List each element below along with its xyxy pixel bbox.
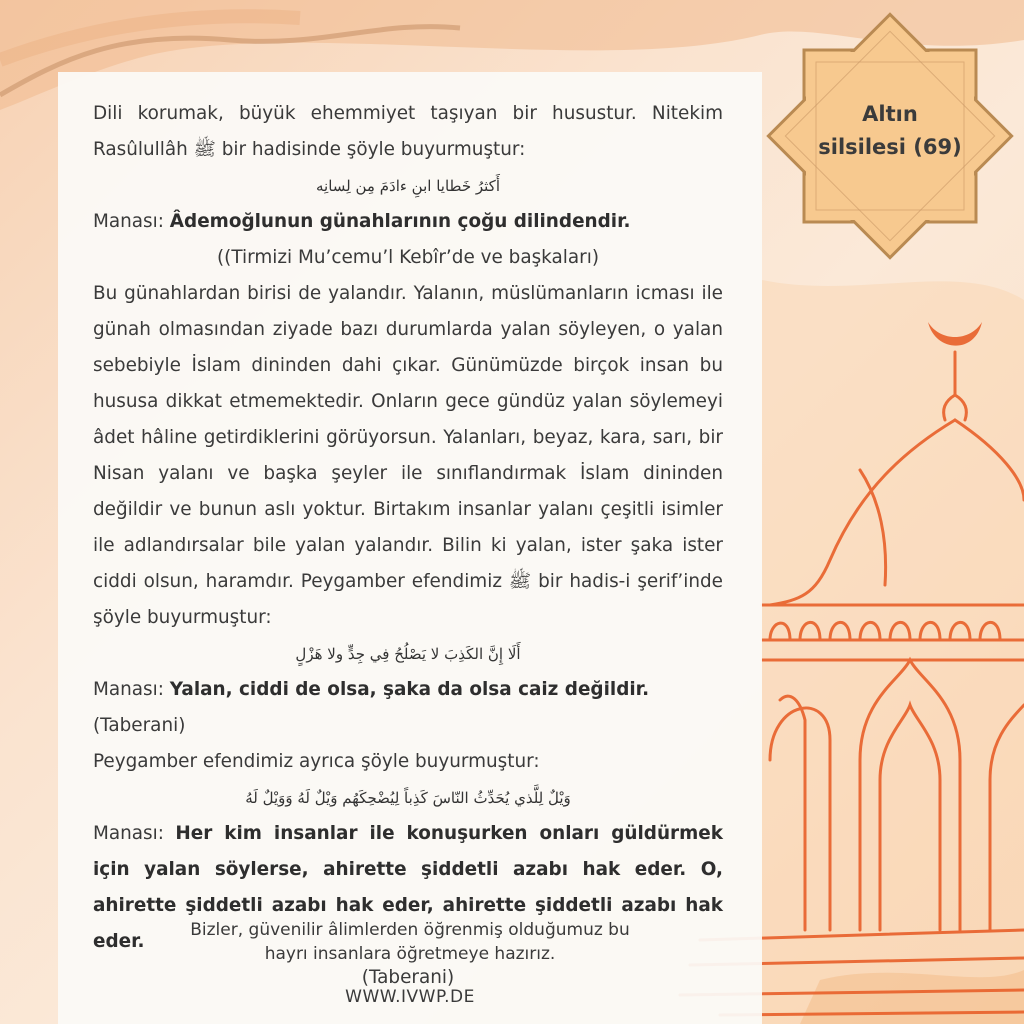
arabic-hadith-3: وَيْلٌ لِلَّذي يُحَدِّثُ النّاسَ كَذِباً لِيُضْحِكَهُم وَيْلٌ لَهُ وَوَيْلٌ لَهُ [245,789,571,807]
meaning-text: Yalan, ciddi de olsa, şaka da olsa caiz değildir. [169,679,650,700]
footer-note-line1: Bizler, güvenilir âlimlerden öğrenmiş olduğumuz bu [190,920,630,940]
meaning-label: Manası: [93,679,170,700]
series-title-line1: Altın [862,102,918,126]
meaning-text: Her kim insanlar ile konuşurken onları güldürmek için yalan söylerse, ahirette şiddetli azabı hak eder. O, ahirette şiddetli azabı hak eder, ahirette şiddetli azabı hak eder. [93,823,723,952]
meaning-1 [93,204,723,240]
footer-note [58,918,762,966]
source-3: (Taberani) [361,967,455,988]
meaning-text: Âdemoğlunun günahlarının çoğu dilindendir. [169,211,631,232]
source-1: ((Tirmizi Mu’cemu’l Kebîr’de ve başkaları) [216,247,600,268]
paragraph-intro: Dili korumak, büyük ehemmiyet taşıyan bir husustur. Nitekim Rasûlullâh ﷺ bir hadisinde şöyle buyurmuştur: [93,103,723,160]
meaning-label: Manası: [93,823,176,844]
arabic-hadith-1: أَكثرُ خَطايا ابنِ ءادَمَ مِن لِسانِه [316,177,500,195]
series-title [766,98,1014,164]
footer-note-line2: hayrı insanlara öğretmeye hazırız. [264,944,556,964]
website-link[interactable]: WWW.IVWP.DE [345,987,475,1007]
paragraph-transition: Peygamber efendimiz ayrıca şöyle buyurmuştur: [93,751,540,772]
series-title-line2: silsilesi (69) [818,135,962,159]
article-body [93,96,723,996]
meaning-label: Manası: [93,211,170,232]
paragraph-main: Bu günahlardan birisi de yalandır. Yalanın, müslümanların icması ile günah olmasından ziyade bazı durumlarda yalan söyleyen, o yalan sebebiyle İslam dininden dahi çıkar. Günümüzde birçok insan bu hususa dikkat etmemektedir. Onların gece gündüz yalan söylemeyi âdet hâline getirdiklerini görüyorsun. Yalanları, beyaz, kara, sarı, bir Nisan yalanı ve başka şeyler ile sınıflandırmak İslam dininden değildir ve bunun aslı yoktur. Birtakım insanlar yalanı çeşitli isimler ile adlandırsalar bile yalan yalandır. Bilin ki yalan, ister şaka ister ciddi olsun, haramdır. Peygamber efendimiz ﷺ bir hadis-i şerif’inde şöyle buyurmuştur: [93,283,723,628]
source-2: (Taberani) [93,715,186,736]
meaning-2 [93,672,723,744]
arabic-hadith-2: أَلَا إِنَّ الكَذِبَ لا يَصْلُحُ فِي جِدٍّ ولا هَزْلٍ [295,645,521,663]
